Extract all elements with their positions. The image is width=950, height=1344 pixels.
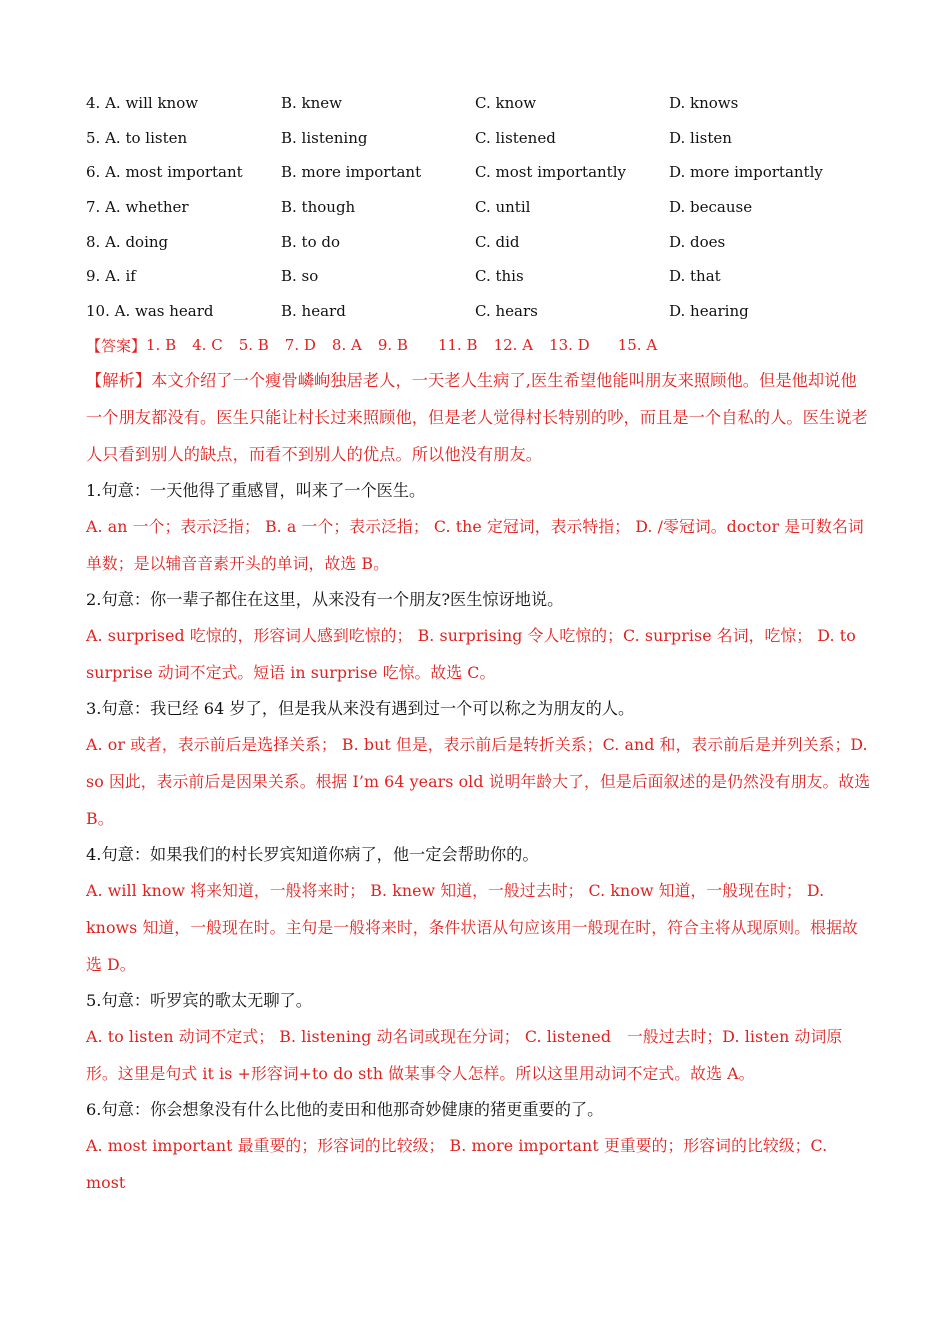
option-d: D. that [669, 267, 721, 286]
option-row [86, 86, 871, 121]
options-table [86, 86, 871, 328]
answer-item: 15. A [617, 336, 658, 355]
answer-item: 1. B [146, 336, 177, 355]
option-a: 4. A. will know [86, 94, 199, 113]
option-b: B. so [281, 267, 319, 286]
option-row [86, 155, 871, 190]
explanation-detail: A. to listen 动词不定式； B. listening 动名词或现在分词； C. listened 一般过去时；D. listen 动词原形。这里是句式 it is +形容词+to do sth 做某事令人怎样。所以这里用动词不定式。故选 A。 [86, 1027, 843, 1084]
explanation-question: 3.句意：我已经 64 岁了，但是我从来没有遇到过一个可以称之为朋友的人。 [86, 699, 635, 719]
option-a: 9. A. if [86, 267, 136, 286]
option-c: C. did [475, 232, 520, 251]
answer-item: 9. B [377, 336, 408, 355]
answer-item: 8. A [331, 336, 362, 355]
explanation-question: 6.句意：你会想象没有什么比他的麦田和他那奇妙健康的猪更重要的了。 [86, 1100, 604, 1120]
option-b: B. more important [281, 163, 422, 182]
answer-item: 12. A [493, 336, 534, 355]
option-row [86, 121, 871, 156]
explanation-question: 4.句意：如果我们的村长罗宾知道你病了，他一定会帮助你的。 [86, 845, 539, 865]
option-row [86, 190, 871, 225]
option-b: B. knew [281, 94, 343, 113]
option-a: 6. A. most important [86, 163, 243, 182]
option-c: C. most importantly [475, 163, 626, 182]
explanation-question: 5.句意：听罗宾的歌太无聊了。 [86, 991, 312, 1011]
answer-label: 【答案】 [86, 336, 147, 355]
option-d: D. hearing [669, 301, 749, 320]
answer-item: 5. B [238, 336, 269, 355]
answer-item: 11. B [437, 336, 478, 355]
option-a: 8. A. doing [86, 232, 169, 251]
explanation-question: 1.句意：一天他得了重感冒，叫来了一个医生。 [86, 481, 426, 501]
option-d: D. does [669, 232, 726, 251]
option-d: D. more importantly [669, 163, 823, 182]
option-c: C. this [475, 267, 524, 286]
document-page [86, 86, 871, 1201]
option-b: B. to do [281, 232, 341, 251]
option-row [86, 294, 871, 329]
answer-item: 7. D [284, 336, 316, 355]
answer-item: 13. D [549, 336, 590, 355]
explanation-detail: A. most important 最重要的；形容词的比较级； B. more important 更重要的；形容词的比较级；C. most [86, 1136, 828, 1193]
option-d: D. knows [669, 94, 739, 113]
analysis-paragraph: 【解析】本文介绍了一个瘦骨嶙峋独居老人，一天老人生病了,医生希望他能叫朋友来照顾他。但是他却说他一个朋友都没有。医生只能让村长过来照顾他，但是老人觉得村长特别的吵，而且是一个自私的人。医生说老人只看到别人的缺点，而看不到别人的优点。所以他没有朋友。 [86, 371, 868, 465]
option-b: B. though [281, 198, 356, 217]
option-a: 10. A. was heard [86, 301, 214, 320]
option-row [86, 224, 871, 259]
option-d: D. because [669, 198, 753, 217]
explanation-detail: A. surprised 吃惊的，形容词人感到吃惊的； B. surprising 令人吃惊的；C. surprise 名词，吃惊； D. to surprise 动词不定式。短语 in surprise 吃惊。故选 C。 [86, 626, 856, 683]
option-a: 7. A. whether [86, 198, 189, 217]
option-row [86, 259, 871, 294]
option-b: B. heard [281, 301, 346, 320]
option-b: B. listening [281, 128, 368, 147]
option-a: 5. A. to listen [86, 128, 188, 147]
option-c: C. listened [475, 128, 556, 147]
explanation-detail: A. an 一个；表示泛指； B. a 一个；表示泛指； C. the 定冠词，表示特指； D. /零冠词。doctor 是可数名词单数；是以辅音音素开头的单词，故选 B。 [86, 517, 864, 574]
option-c: C. hears [475, 301, 538, 320]
option-c: C. until [475, 198, 531, 217]
explanation-question: 2.句意：你一辈子都住在这里，从来没有一个朋友?医生惊讶地说。 [86, 590, 564, 610]
answer-item: 4. C [192, 336, 223, 355]
option-d: D. listen [669, 128, 732, 147]
answer-key [86, 328, 871, 362]
option-c: C. know [475, 94, 537, 113]
explanation-detail: A. will know 将来知道，一般将来时； B. knew 知道，一般过去时； C. know 知道，一般现在时； D. knows 知道，一般现在时。主句是一般将来时，条件状语从句应该用一般现在时，符合主将从现原则。根据故选 D。 [86, 881, 858, 975]
explanation-detail: A. or 或者，表示前后是选择关系； B. but 但是，表示前后是转折关系；C. and 和，表示前后是并列关系；D. so 因此，表示前后是因果关系。根据 I’m 64 years old 说明年龄大了，但是后面叙述的是仍然没有朋友。故选 B。 [86, 735, 871, 829]
